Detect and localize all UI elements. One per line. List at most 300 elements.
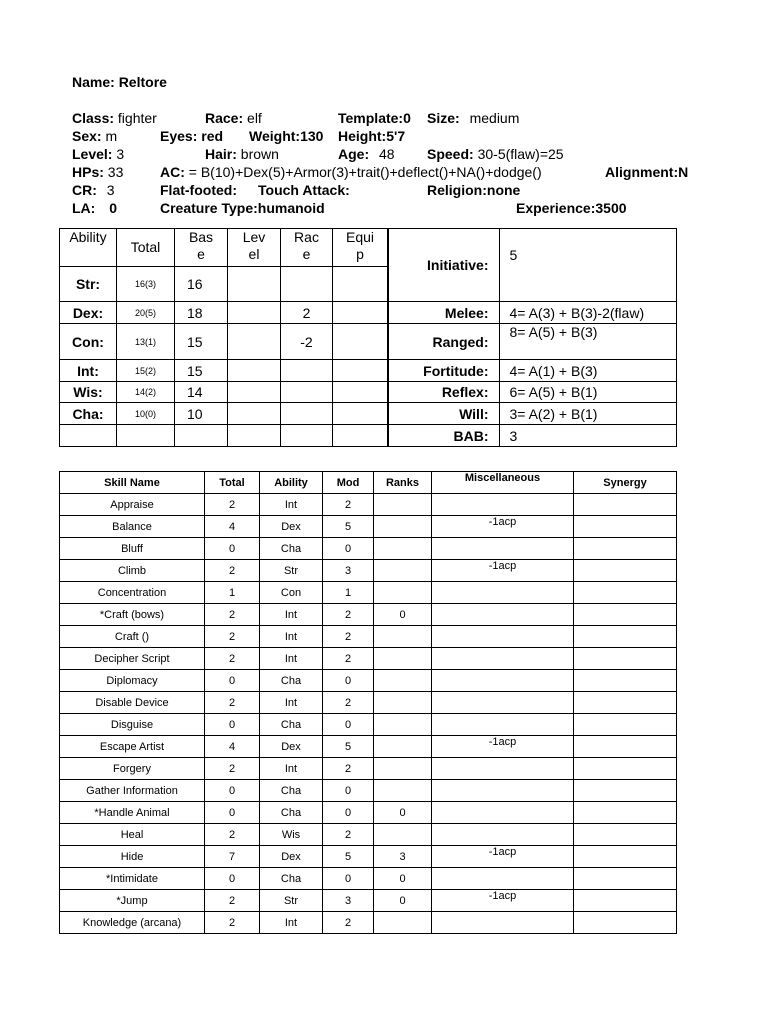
ability-name: Wis: [60, 382, 117, 403]
skill-synergy [574, 758, 677, 780]
ability-equip [333, 403, 389, 425]
ac-value: = B(10)+Dex(5)+Armor(3)+trait()+deflect()+NA()+dodge() [188, 164, 542, 180]
skill-synergy [574, 582, 677, 604]
skill-row [60, 780, 677, 802]
age-label: Age: [338, 146, 370, 162]
skill-total: 2 [205, 604, 260, 626]
ability-total: 20(5) [117, 302, 175, 324]
skill-ranks [374, 538, 432, 560]
skill-ability: Int [260, 494, 323, 516]
skills-header-row [60, 472, 677, 494]
ability-total: 16(3) [117, 267, 175, 302]
skill-row [60, 802, 677, 824]
alignment-value: N [678, 164, 689, 180]
ability-name: Cha: [60, 403, 117, 425]
skill-mod: 2 [323, 494, 374, 516]
skill-ranks [374, 494, 432, 516]
la-label: LA: [72, 200, 96, 216]
skill-mod: 3 [323, 890, 374, 912]
skill-total: 4 [205, 736, 260, 758]
skill-name: Gather Information [60, 780, 205, 802]
hair-label: Hair: [205, 146, 237, 162]
skill-ability: Wis [260, 824, 323, 846]
skill-ability: Cha [260, 780, 323, 802]
skill-synergy [574, 802, 677, 824]
skill-name: *Jump [60, 890, 205, 912]
skill-mod: 0 [323, 802, 374, 824]
skill-total: 2 [205, 626, 260, 648]
ability-col-header: Ability [60, 229, 117, 267]
skill-ability: Int [260, 912, 323, 934]
skill-total: 2 [205, 824, 260, 846]
skill-total: 2 [205, 912, 260, 934]
creature-type-field [160, 199, 325, 217]
template-field [338, 109, 411, 127]
skill-name: Hide [60, 846, 205, 868]
skill-synergy [574, 670, 677, 692]
skill-row [60, 494, 677, 516]
weight-field [249, 127, 323, 145]
class-label: Class: [72, 110, 115, 126]
la-value: 0 [109, 200, 118, 216]
skill-ability: Dex [260, 516, 323, 538]
skill-mod: 2 [323, 648, 374, 670]
skill-ability: Cha [260, 538, 323, 560]
skill-ability: Int [260, 604, 323, 626]
skill-misc [432, 692, 574, 714]
skill-name: Concentration [60, 582, 205, 604]
skill-ability: Int [260, 758, 323, 780]
ability-base: 16 [175, 267, 228, 302]
height-label: Height: [338, 128, 387, 144]
skill-mod: 2 [323, 912, 374, 934]
level-value: 3 [116, 146, 125, 162]
skill-total: 4 [205, 516, 260, 538]
ability-name: Dex: [60, 302, 117, 324]
skill-ranks-col-header: Ranks [374, 472, 432, 494]
experience-label: Experience: [516, 200, 596, 216]
skill-synergy [574, 604, 677, 626]
skill-synergy [574, 912, 677, 934]
character-name [72, 73, 167, 91]
skill-mod: 0 [323, 538, 374, 560]
level-label: Level: [72, 146, 113, 162]
skill-row [60, 736, 677, 758]
height-field [338, 127, 405, 145]
ranged-label: Ranged: [388, 324, 499, 360]
ability-name: Con: [60, 324, 117, 360]
ability-total: 14(2) [117, 382, 175, 403]
weight-label: Weight: [249, 128, 301, 144]
ability-equip [333, 360, 389, 382]
skill-total: 1 [205, 582, 260, 604]
skill-name: Appraise [60, 494, 205, 516]
ability-row [60, 403, 677, 425]
alignment-field [605, 163, 688, 181]
skill-ranks [374, 714, 432, 736]
ranged-value: 8= A(5) + B(3) [499, 324, 677, 360]
skill-ranks: 0 [374, 604, 432, 626]
skill-ability: Str [260, 890, 323, 912]
skill-ranks: 0 [374, 802, 432, 824]
skill-row [60, 714, 677, 736]
skill-synergy [574, 714, 677, 736]
touch-attack-field [258, 181, 350, 199]
bab-label: BAB: [388, 425, 499, 447]
skill-misc [432, 802, 574, 824]
template-value: 0 [403, 110, 411, 126]
name-value: Reltore [118, 74, 167, 90]
ability-level [228, 324, 281, 360]
skill-ranks [374, 692, 432, 714]
skill-ability: Str [260, 560, 323, 582]
hair-value: brown [240, 146, 279, 162]
fortitude-value: 4= A(1) + B(3) [499, 360, 677, 382]
skill-synergy [574, 736, 677, 758]
bab-value: 3 [499, 425, 677, 447]
skill-name: Balance [60, 516, 205, 538]
eyes-label: Eyes: [160, 128, 198, 144]
ability-total: 13(1) [117, 324, 175, 360]
sex-field [72, 127, 117, 145]
skill-row [60, 692, 677, 714]
ability-equip [333, 425, 389, 447]
speed-value: 30-5(flaw)=25 [477, 146, 564, 162]
skill-mod: 2 [323, 604, 374, 626]
skill-synergy [574, 560, 677, 582]
speed-field [427, 145, 564, 163]
skill-misc [432, 626, 574, 648]
ability-level [228, 425, 281, 447]
skill-ability: Cha [260, 802, 323, 824]
size-field [427, 109, 519, 127]
skill-total: 0 [205, 670, 260, 692]
skill-misc: -1acp [432, 516, 574, 538]
initiative-label: Initiative: [388, 229, 499, 302]
creature-type-value: humanoid [257, 200, 325, 216]
hair-field [205, 145, 279, 163]
race-field [205, 109, 262, 127]
skill-total: 2 [205, 692, 260, 714]
melee-label: Melee: [388, 302, 499, 324]
flatfooted-label: Flat-footed: [160, 182, 237, 198]
template-label: Template: [338, 110, 404, 126]
skill-misc [432, 582, 574, 604]
la-field [72, 199, 117, 217]
skill-row [60, 582, 677, 604]
skill-name: Disguise [60, 714, 205, 736]
ability-race [281, 425, 333, 447]
skill-row [60, 670, 677, 692]
skill-ranks [374, 560, 432, 582]
ability-base: 15 [175, 324, 228, 360]
ability-base [175, 425, 228, 447]
ability-level [228, 360, 281, 382]
skill-mod: 0 [323, 868, 374, 890]
skill-row [60, 516, 677, 538]
touch-attack-label: Touch Attack: [258, 182, 350, 198]
skill-row [60, 648, 677, 670]
skill-row [60, 626, 677, 648]
skill-mod: 0 [323, 780, 374, 802]
ability-row [60, 425, 677, 447]
skill-mod: 2 [323, 758, 374, 780]
religion-field [427, 181, 520, 199]
ability-base: 14 [175, 382, 228, 403]
ability-base: 15 [175, 360, 228, 382]
skill-ranks [374, 736, 432, 758]
skill-ranks [374, 516, 432, 538]
skill-row [60, 538, 677, 560]
alignment-label: Alignment: [605, 164, 679, 180]
ability-row [60, 324, 677, 360]
skill-ranks [374, 824, 432, 846]
hps-field [72, 163, 123, 181]
skill-name: Heal [60, 824, 205, 846]
level-field [72, 145, 124, 163]
skill-misc [432, 824, 574, 846]
skill-misc: -1acp [432, 560, 574, 582]
skill-ability: Dex [260, 846, 323, 868]
skill-synergy-col-header: Synergy [574, 472, 677, 494]
sex-value: m [105, 128, 118, 144]
skill-row [60, 758, 677, 780]
skill-ranks [374, 780, 432, 802]
skill-mod: 5 [323, 736, 374, 758]
ability-level [228, 302, 281, 324]
skill-mod: 5 [323, 516, 374, 538]
ability-row [60, 302, 677, 324]
ability-equip [333, 324, 389, 360]
ability-total: 10(0) [117, 403, 175, 425]
skill-synergy [574, 648, 677, 670]
will-value: 3= A(2) + B(1) [499, 403, 677, 425]
race-value: elf [247, 110, 262, 126]
skill-misc [432, 758, 574, 780]
skill-ranks [374, 648, 432, 670]
ability-row [60, 360, 677, 382]
name-label: Name: [72, 74, 115, 90]
race-col-header: Race [281, 229, 333, 267]
skill-name: Forgery [60, 758, 205, 780]
skill-ability: Int [260, 626, 323, 648]
skill-name: Escape Artist [60, 736, 205, 758]
ability-table [59, 228, 677, 447]
skill-misc: -1acp [432, 890, 574, 912]
skill-total: 0 [205, 714, 260, 736]
skill-mod: 0 [323, 714, 374, 736]
melee-value: 4= A(3) + B(3)-2(flaw) [499, 302, 677, 324]
skill-ability: Dex [260, 736, 323, 758]
skill-synergy [574, 780, 677, 802]
experience-field [516, 199, 627, 217]
skill-misc [432, 912, 574, 934]
skill-mod: 0 [323, 670, 374, 692]
skill-misc [432, 604, 574, 626]
eyes-field [160, 127, 223, 145]
skill-misc [432, 538, 574, 560]
ability-equip [333, 302, 389, 324]
ability-level [228, 403, 281, 425]
skill-name-col-header: Skill Name [60, 472, 205, 494]
age-value: 48 [379, 146, 395, 162]
skill-row [60, 846, 677, 868]
skill-synergy [574, 824, 677, 846]
skill-misc: -1acp [432, 736, 574, 758]
skill-ranks [374, 626, 432, 648]
skill-ability: Int [260, 692, 323, 714]
skill-ranks: 3 [374, 846, 432, 868]
skill-row [60, 912, 677, 934]
skill-synergy [574, 494, 677, 516]
ability-equip [333, 267, 389, 302]
ac-field [160, 163, 542, 181]
skill-name: Disable Device [60, 692, 205, 714]
skill-mod: 5 [323, 846, 374, 868]
class-value: fighter [117, 110, 157, 126]
skill-misc [432, 714, 574, 736]
skill-row [60, 604, 677, 626]
cr-value: 3 [106, 182, 115, 198]
skill-ranks: 0 [374, 868, 432, 890]
skill-mod: 2 [323, 824, 374, 846]
ability-total [117, 425, 175, 447]
experience-value: 3500 [595, 200, 627, 216]
skill-ability-col-header: Ability [260, 472, 323, 494]
skill-row [60, 890, 677, 912]
ability-total: 15(2) [117, 360, 175, 382]
age-field [338, 145, 395, 163]
skill-misc-col-header: Miscellaneous [432, 472, 574, 494]
skill-total: 2 [205, 494, 260, 516]
skill-name: Diplomacy [60, 670, 205, 692]
ability-race [281, 382, 333, 403]
skills-table [59, 471, 677, 934]
ability-race [281, 360, 333, 382]
skill-ability: Cha [260, 670, 323, 692]
ability-name [60, 425, 117, 447]
skill-ranks [374, 670, 432, 692]
hps-label: HPs: [72, 164, 104, 180]
skill-synergy [574, 846, 677, 868]
skill-synergy [574, 538, 677, 560]
ability-equip [333, 382, 389, 403]
skill-ability: Int [260, 648, 323, 670]
creature-type-label: Creature Type: [160, 200, 258, 216]
skill-misc: -1acp [432, 846, 574, 868]
skill-ability: Con [260, 582, 323, 604]
sex-label: Sex: [72, 128, 102, 144]
skill-ranks [374, 758, 432, 780]
skill-name: Bluff [60, 538, 205, 560]
skill-synergy [574, 626, 677, 648]
will-label: Will: [388, 403, 499, 425]
skill-total: 0 [205, 802, 260, 824]
skill-synergy [574, 890, 677, 912]
level-col-header: Level [228, 229, 281, 267]
skill-mod: 2 [323, 692, 374, 714]
skill-total: 7 [205, 846, 260, 868]
skill-synergy [574, 868, 677, 890]
height-value: 5'7 [386, 128, 406, 144]
skill-name: Knowledge (arcana) [60, 912, 205, 934]
skill-total: 2 [205, 648, 260, 670]
initiative-value: 5 [499, 229, 677, 302]
skill-total: 2 [205, 890, 260, 912]
skill-name: *Intimidate [60, 868, 205, 890]
skill-row [60, 824, 677, 846]
skill-total: 2 [205, 560, 260, 582]
weight-value: 130 [300, 128, 324, 144]
ability-name: Int: [60, 360, 117, 382]
reflex-label: Reflex: [388, 382, 499, 403]
cr-label: CR: [72, 182, 97, 198]
equip-col-header: Equip [333, 229, 389, 267]
base-col-header: Base [175, 229, 228, 267]
skill-misc [432, 868, 574, 890]
skill-name: *Handle Animal [60, 802, 205, 824]
skill-misc [432, 780, 574, 802]
ability-level [228, 267, 281, 302]
total-col-header: Total [117, 229, 175, 267]
size-label: Size: [427, 110, 460, 126]
skill-total: 0 [205, 868, 260, 890]
skill-ranks [374, 582, 432, 604]
skill-name: Decipher Script [60, 648, 205, 670]
skill-synergy [574, 516, 677, 538]
eyes-value: red [201, 128, 224, 144]
speed-label: Speed: [427, 146, 474, 162]
ability-name: Str: [60, 267, 117, 302]
race-label: Race: [205, 110, 244, 126]
skill-ability: Cha [260, 868, 323, 890]
skill-name: Climb [60, 560, 205, 582]
reflex-value: 6= A(5) + B(1) [499, 382, 677, 403]
skill-name: Craft () [60, 626, 205, 648]
ability-level [228, 382, 281, 403]
ability-base: 10 [175, 403, 228, 425]
skill-mod: 3 [323, 560, 374, 582]
class-field [72, 109, 157, 127]
skill-synergy [574, 692, 677, 714]
skill-misc [432, 494, 574, 516]
fortitude-label: Fortitude: [388, 360, 499, 382]
ability-race [281, 267, 333, 302]
skills-body [60, 494, 677, 934]
skill-total: 0 [205, 780, 260, 802]
cr-field [72, 181, 115, 199]
hps-value: 33 [107, 164, 124, 180]
skill-mod: 1 [323, 582, 374, 604]
skill-total: 0 [205, 538, 260, 560]
skill-mod-col-header: Mod [323, 472, 374, 494]
skill-ranks [374, 912, 432, 934]
religion-value: none [486, 182, 521, 198]
skill-mod: 2 [323, 626, 374, 648]
skill-ability: Cha [260, 714, 323, 736]
flatfooted-field [160, 181, 237, 199]
skill-total: 2 [205, 758, 260, 780]
skill-misc [432, 670, 574, 692]
ac-label: AC: [160, 164, 185, 180]
ability-row [60, 382, 677, 403]
skill-misc [432, 648, 574, 670]
ability-header-row [60, 229, 677, 267]
religion-label: Religion: [427, 182, 487, 198]
skill-row [60, 868, 677, 890]
ability-race [281, 403, 333, 425]
ability-base: 18 [175, 302, 228, 324]
